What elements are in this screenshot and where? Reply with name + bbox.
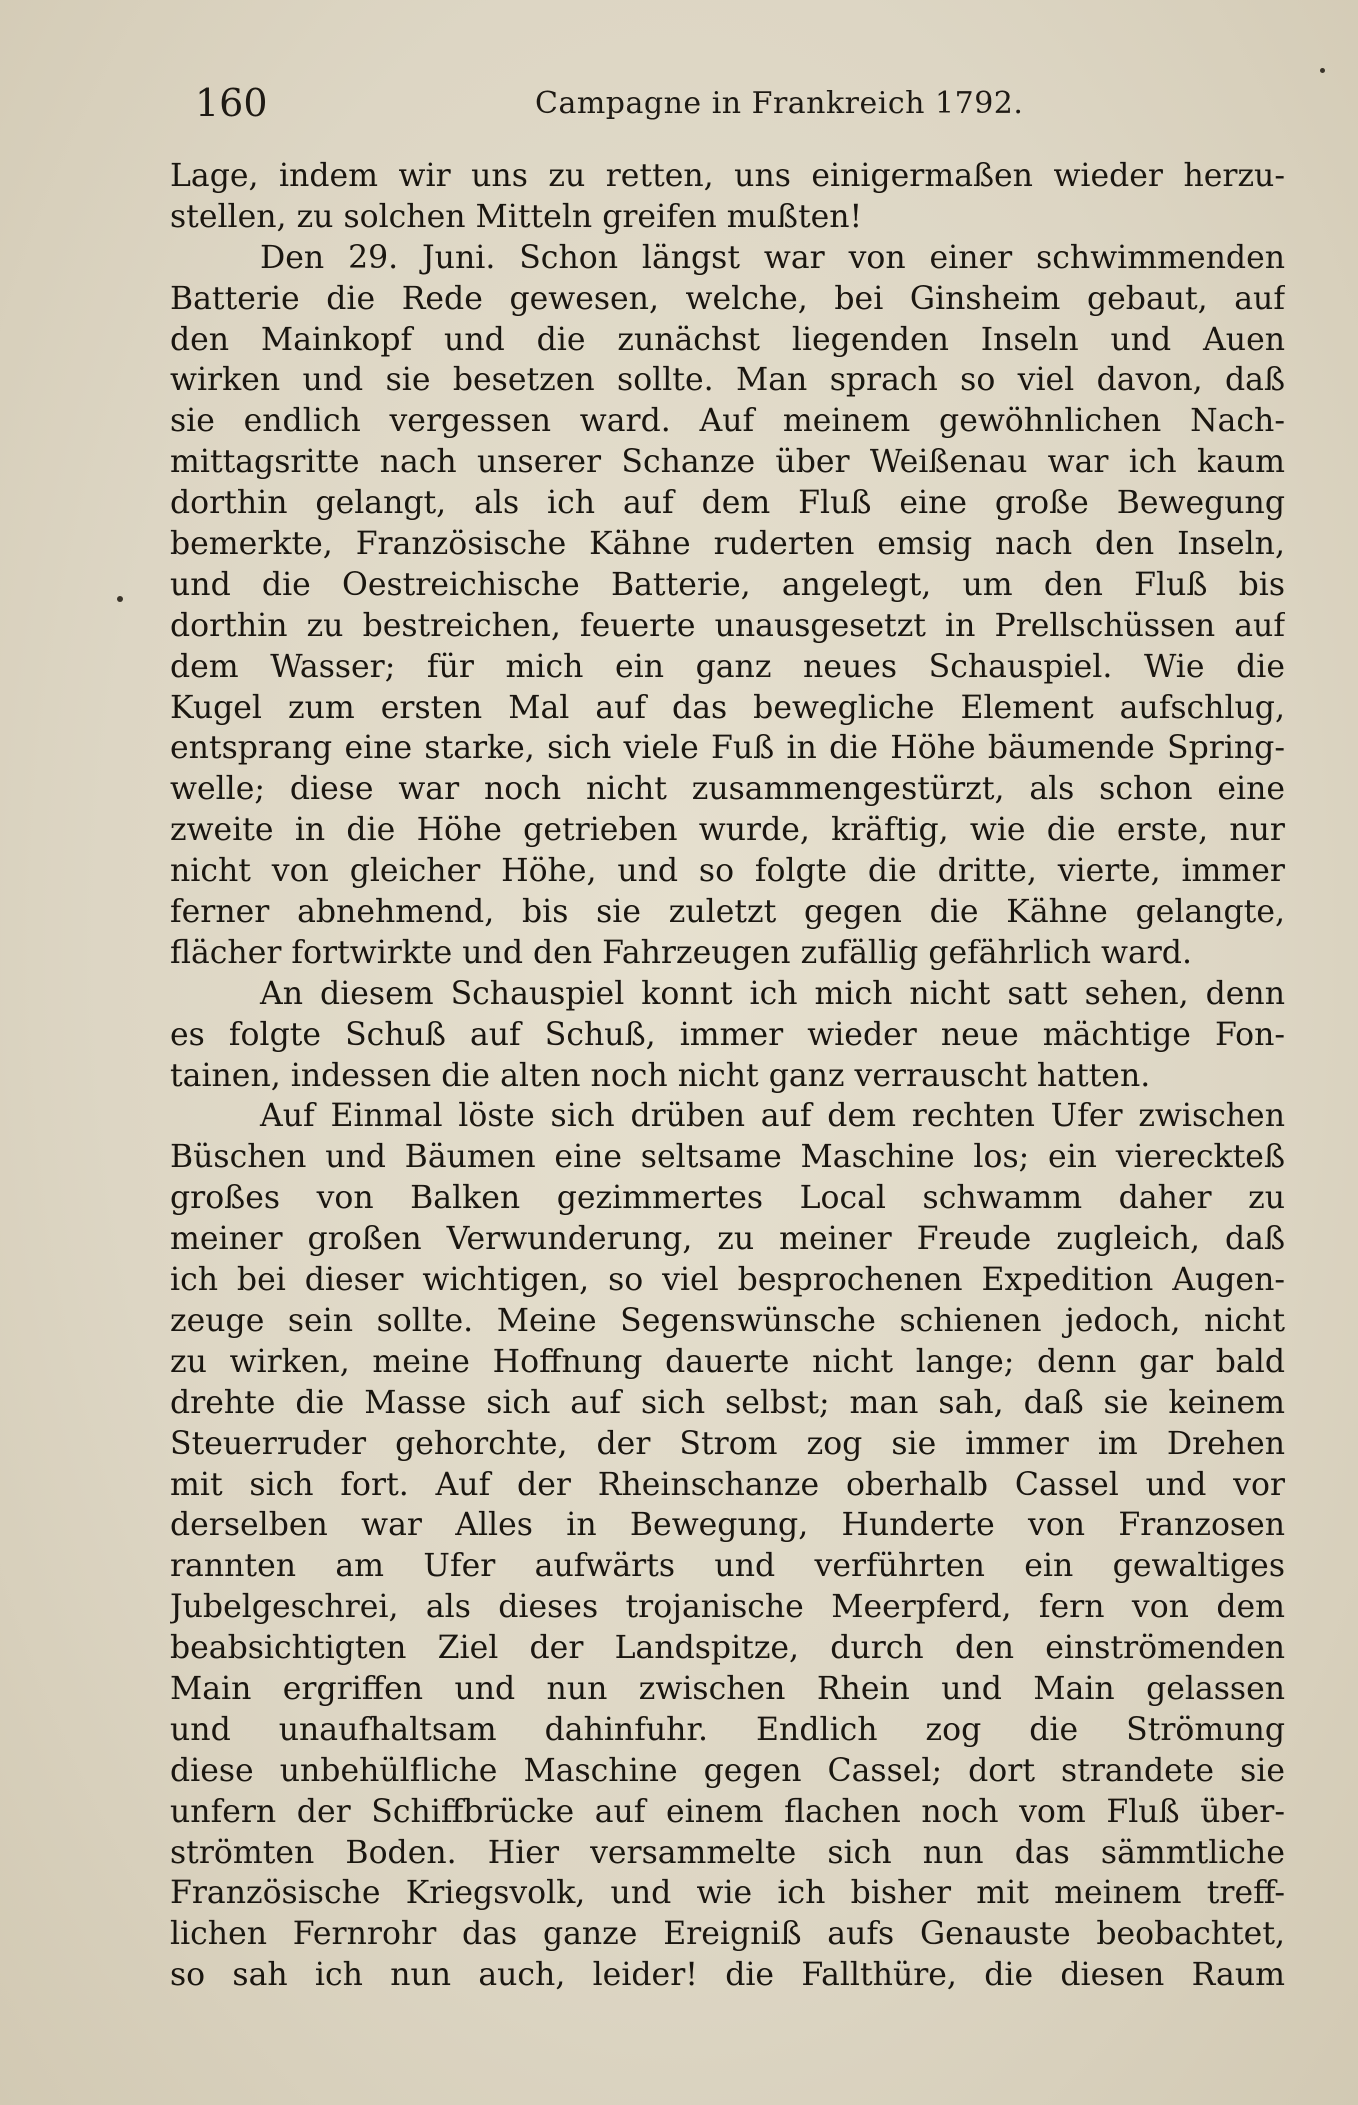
text-line: Main ergriffen und nun zwischen Rhein und Main gelassen bbox=[170, 1670, 1285, 1707]
text-line: ich bei dieser wichtigen, so viel besprochenen Expedition Augen- bbox=[170, 1262, 1285, 1299]
text-line: zweite in die Höhe getrieben wurde, kräftig, wie die erste, nur bbox=[170, 812, 1285, 849]
text-line: Den 29. Juni. Schon längst war von einer schwimmenden bbox=[260, 239, 1285, 276]
text-line: nicht von gleicher Höhe, und so folgte die dritte, vierte, immer bbox=[170, 853, 1285, 890]
text-line: Steuerruder gehorchte, der Strom zog sie immer im Drehen bbox=[170, 1425, 1285, 1462]
text-line: dem Wasser; für mich ein ganz neues Schauspiel. Wie die bbox=[170, 648, 1285, 685]
running-head: Campagne in Frankreich 1792. bbox=[535, 86, 1024, 121]
text-line: welle; diese war noch nicht zusammengestürzt, als schon eine bbox=[170, 771, 1285, 808]
text-line: An diesem Schauspiel konnt ich mich nicht satt sehen, denn bbox=[260, 975, 1285, 1012]
text-line: zu wirken, meine Hoffnung dauerte nicht lange; denn gar bald bbox=[170, 1343, 1285, 1380]
text-line: diese unbehülfliche Maschine gegen Cassel; dort strandete sie bbox=[170, 1752, 1285, 1789]
text-line: unfern der Schiffbrücke auf einem flachen noch vom Fluß über- bbox=[170, 1793, 1285, 1830]
text-line: meiner großen Verwunderung, zu meiner Freude zugleich, daß bbox=[170, 1221, 1285, 1258]
text-line: Jubelgeschrei, als dieses trojanische Meerpferd, fern von dem bbox=[170, 1589, 1285, 1626]
text-line: Auf Einmal löste sich drüben auf dem rechten Ufer zwischen bbox=[260, 1098, 1285, 1135]
text-line: strömten Boden. Hier versammelte sich nun das sämmtliche bbox=[170, 1834, 1285, 1871]
text-line: entsprang eine starke, sich viele Fuß in die Höhe bäumende Spring- bbox=[170, 730, 1285, 767]
page-header bbox=[195, 78, 1280, 128]
text-line: den Mainkopf und die zunächst liegenden Inseln und Auen bbox=[170, 321, 1285, 358]
body-text bbox=[170, 156, 1285, 1996]
text-line: Lage, indem wir uns zu retten, uns einigermaßen wieder herzu- bbox=[170, 158, 1285, 194]
page-number: 160 bbox=[195, 81, 268, 125]
text-line: so sah ich nun auch, leider! die Fallthüre, die diesen Raum bbox=[170, 1957, 1285, 1994]
text-line: zeuge sein sollte. Meine Segenswünsche schienen jedoch, nicht bbox=[170, 1302, 1285, 1339]
text-line: großes von Balken gezimmertes Local schwamm daher zu bbox=[170, 1180, 1285, 1217]
text-line: drehte die Masse sich auf sich selbst; man sah, daß sie keinem bbox=[170, 1384, 1285, 1421]
paper-speck bbox=[1320, 68, 1325, 73]
text-line: mittagsritte nach unserer Schanze über Weißenau war ich kaum bbox=[170, 444, 1285, 481]
text-line: wirken und sie besetzen sollte. Man sprach so viel davon, daß bbox=[170, 362, 1285, 399]
text-line: dorthin gelangt, als ich auf dem Fluß eine große Bewegung bbox=[170, 485, 1285, 522]
text-line: rannten am Ufer aufwärts und verführten ein gewaltiges bbox=[170, 1548, 1285, 1585]
text-line: es folgte Schuß auf Schuß, immer wieder neue mächtige Fon- bbox=[170, 1016, 1285, 1053]
text-line: bemerkte, Französische Kähne ruderten emsig nach den Inseln, bbox=[170, 526, 1285, 563]
text-line: tainen, indessen die alten noch nicht ganz verrauscht hatten. bbox=[170, 1057, 1151, 1094]
text-line: Batterie die Rede gewesen, welche, bei Ginsheim gebaut, auf bbox=[170, 280, 1285, 317]
text-line: lichen Fernrohr das ganze Ereigniß aufs Genauste beobachtet, bbox=[170, 1916, 1285, 1953]
text-line: flächer fortwirkte und den Fahrzeugen zufällig gefährlich ward. bbox=[170, 934, 1192, 971]
text-line: Französische Kriegsvolk, und wie ich bisher mit meinem treff- bbox=[170, 1875, 1285, 1912]
text-line: mit sich fort. Auf der Rheinschanze oberhalb Cassel und vor bbox=[170, 1466, 1285, 1503]
text-line: derselben war Alles in Bewegung, Hunderte von Franzosen bbox=[170, 1507, 1285, 1544]
paper-speck bbox=[117, 596, 123, 602]
text-line: dorthin zu bestreichen, feuerte unausgesetzt in Prellschüssen auf bbox=[170, 607, 1285, 644]
text-line: Kugel zum ersten Mal auf das bewegliche Element aufschlug, bbox=[170, 689, 1285, 726]
text-line: und unaufhaltsam dahinfuhr. Endlich zog die Strömung bbox=[170, 1711, 1285, 1748]
text-line: ferner abnehmend, bis sie zuletzt gegen die Kähne gelangte, bbox=[170, 894, 1285, 931]
text-line: Büschen und Bäumen eine seltsame Maschine los; ein viereckteß bbox=[170, 1139, 1285, 1176]
text-line: sie endlich vergessen ward. Auf meinem gewöhnlichen Nach- bbox=[170, 403, 1285, 440]
text-line: beabsichtigten Ziel der Landspitze, durch den einströmenden bbox=[170, 1630, 1285, 1667]
text-line: und die Oestreichische Batterie, angelegt, um den Fluß bis bbox=[170, 566, 1285, 603]
text-line: stellen, zu solchen Mitteln greifen mußten! bbox=[170, 198, 863, 235]
